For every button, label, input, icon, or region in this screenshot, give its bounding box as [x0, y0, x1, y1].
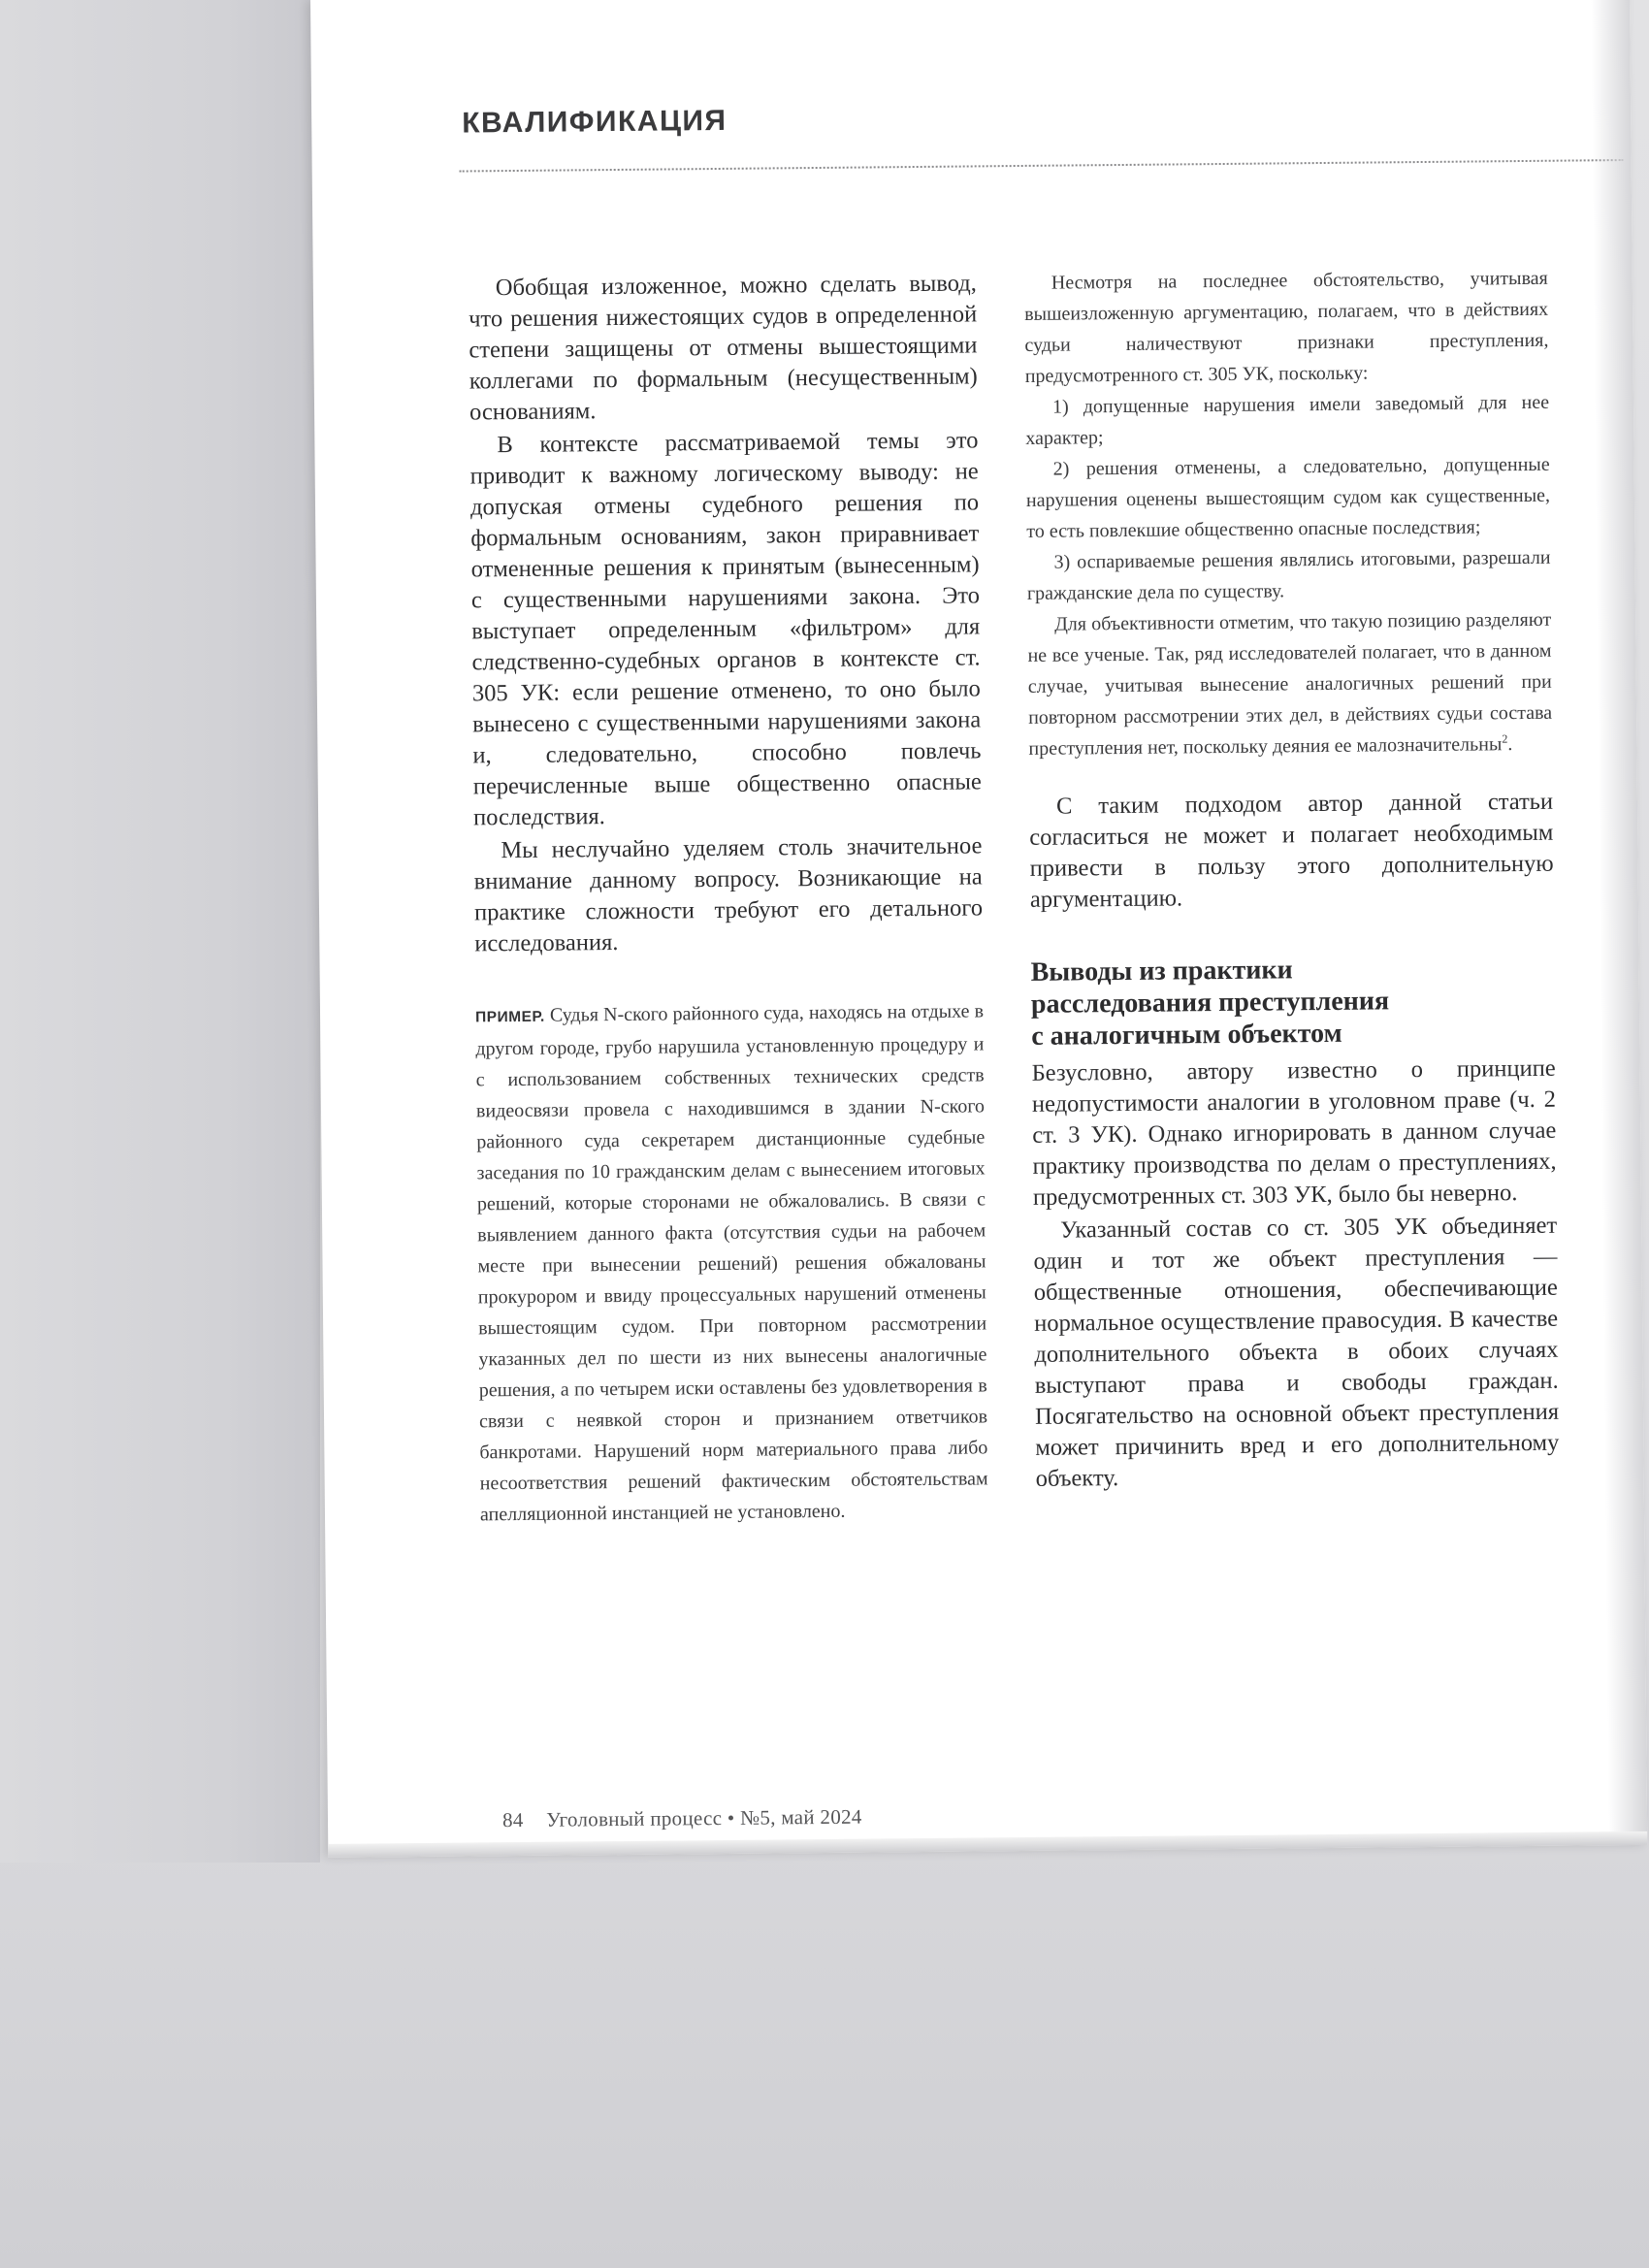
page-number: 84 — [501, 1807, 524, 1832]
right-column — [1024, 263, 1560, 1495]
paragraph-text: Для объективности отметим, что такую позицию разделяют не все ученые. Так, ряд исследователей полагает, что в данном случае, учитывая вынесение аналогичных решений при повторном рассмотрении этих дел, в действиях судьи состава преступления нет, поскольку деяния ее малозначительны — [1027, 608, 1553, 760]
footnote-ref: 2 — [1502, 731, 1508, 746]
example-text: Судья N-ского районного суда, находясь на отдыхе в другом городе, грубо нарушила установленную процедуру и с использованием собственных технических средств видеосвязи провела с находившимся в здании N-ского районного суда секретарем дистанционные судебные заседания по 10 гражданским делам с вынесением итоговых решений, которые сторонами не обжаловались. В связи с выявлением данного факта (отсутствия судьи на рабочем месте при вынесении решений) решения обжалованы прокурором и ввиду процессуальных нарушений отменены вышестоящим судом. При повторном рассмотрении указанных дел по шести из них вынесены аналогичные решения, а по четырем иски оставлены без удовлетворения в связи с неявкой сторон и признанием ответчиков банкротами. Нарушений норм материального права либо несоответствия решений фактическим обстоятельствам апелляционной инстанцией не установлено. — [475, 1000, 988, 1526]
paragraph: Мы неслучайно уделяем столь значительное внимание данному вопросу. Возникающие на практике сложности требуют его детального исследования. — [473, 832, 984, 957]
paragraph: Безусловно, автору известно о принципе недопустимости аналогии в уголовном праве (ч. 2 ст. 3 УК). Однако игнорировать в данном случае практику производства по делам о преступлениях, предусмотренных ст. 303 УК, было бы неверно. — [1031, 1054, 1557, 1211]
example-block — [475, 995, 988, 1530]
section-title: КВАЛИФИКАЦИЯ — [462, 104, 728, 140]
list-item: 1) допущенные нарушения имели заведомый для нее характер; — [1025, 391, 1550, 449]
paragraph — [1027, 604, 1553, 764]
paragraph: Указанный состав со ст. 305 УК объединяет один и тот же объект преступления — общественные отношения, обеспечивающие нормальное осуществление правосудия. В качестве дополнительного объекта в обоих случаях выступают права и свободы граждан. Посягательство на основной объект преступления может причинить вред и его дополнительному объекту. — [1033, 1212, 1560, 1492]
header-divider — [460, 159, 1624, 173]
paragraph: Обобщая изложенное, можно сделать вывод, что решения нижестоящих судов в определенной степени защищены от отмены вышестоящими коллегами по формальным (несущественным) основаниям. — [469, 270, 978, 426]
subheading-line: Выводы из практики — [1030, 955, 1293, 988]
facing-page-edge — [0, 0, 320, 1863]
list-item: 3) оспариваемые решения являлись итоговыми, разрешали гражданские дела по существу. — [1026, 546, 1551, 604]
paragraph: Несмотря на последнее обстоятельство, учитывая вышеизложенную аргументацию, полагаем, что в действиях судьи наличествуют признаки преступления, предусмотренного ст. 305 УК, поскольку: — [1024, 267, 1549, 387]
document-page — [310, 0, 1647, 1858]
paragraph: С таким подходом автор данной статьи согласиться не может и полагает необходимым привести в пользу этого дополнительную аргументацию. — [1029, 788, 1554, 913]
left-column — [469, 268, 988, 1530]
example-label: ПРИМЕР. — [474, 1008, 545, 1026]
section-subheading — [1030, 952, 1555, 1053]
paragraph-end: . — [1507, 733, 1513, 756]
list-item: 2) решения отменены, а следовательно, допущенные нарушения оценены вышестоящим судом как существенные, то есть повлекшие общественно опасные последствия; — [1025, 453, 1551, 542]
paragraph: В контексте рассматриваемой темы это приводит к важному логическому выводу: не допуская отмены судебного решения по формальным основаниям, закон приравнивает отмененные решения к принятым (вынесенным) с существенными нарушениями закона. Это выступает определенным «фильтром» для следственно-судебных органов в контексте ст. 305 УК: если решение отменено, то оно было вынесено с существенными нарушениями закона и, следовательно, способно повлечь перечисленные выше общественно опасные последствия. — [469, 427, 982, 831]
subheading-line: расследования преступления — [1030, 986, 1390, 1020]
page-footer — [502, 1805, 862, 1833]
journal-name: Уголовный процесс • №5, май 2024 — [546, 1804, 862, 1831]
subheading-line: с аналогичным объектом — [1031, 1018, 1342, 1052]
